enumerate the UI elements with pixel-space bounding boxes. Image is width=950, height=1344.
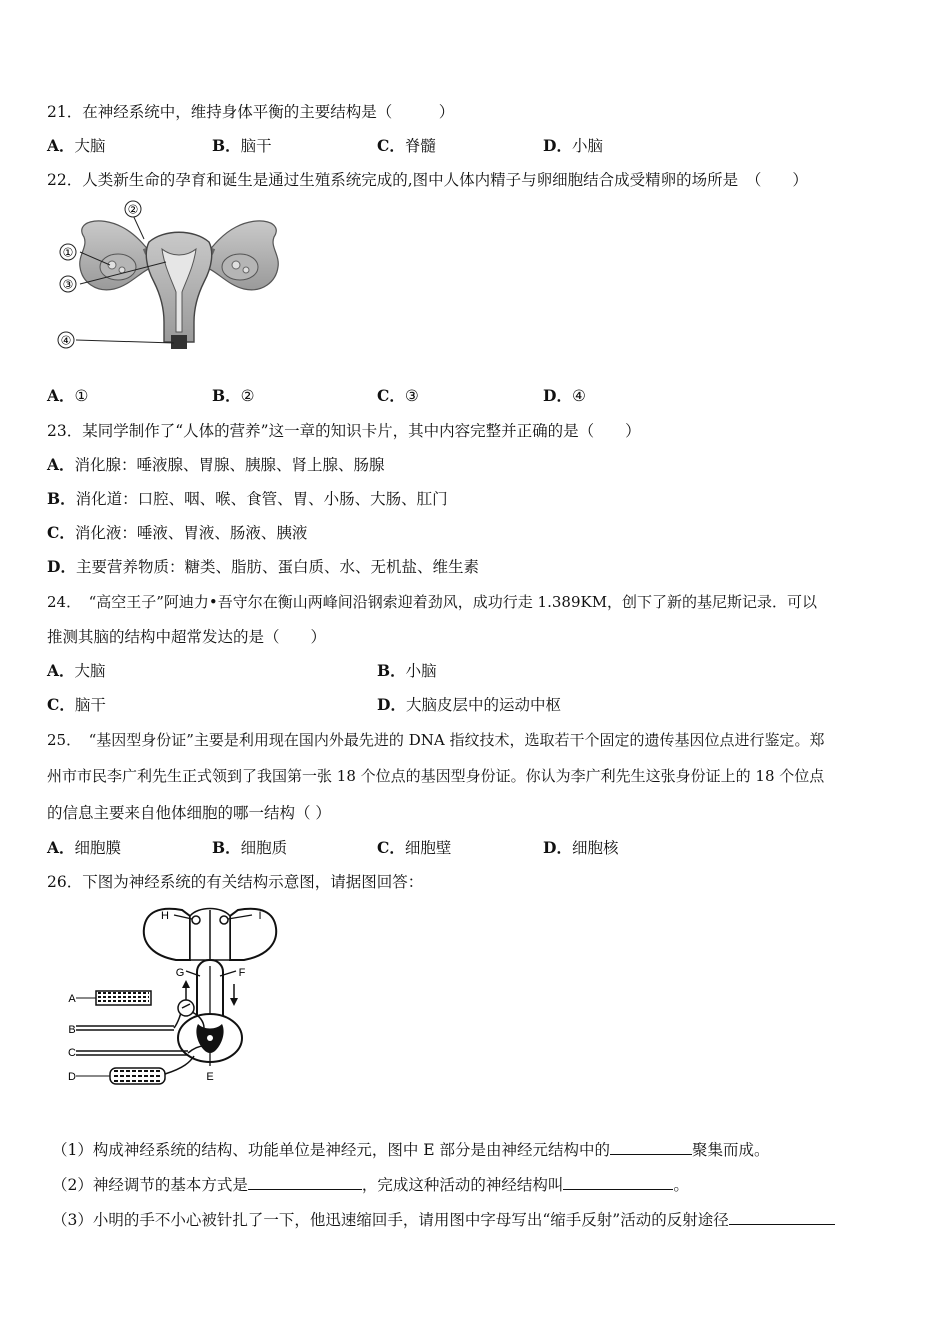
q24-option-a: A．大脑 bbox=[47, 661, 106, 680]
q25-option-b: B．细胞质 bbox=[212, 838, 288, 857]
q26-sub3-blank[interactable] bbox=[729, 1208, 835, 1225]
label-i: I bbox=[258, 910, 262, 922]
label-b: B bbox=[68, 1024, 76, 1036]
label-f: F bbox=[238, 967, 246, 979]
label-a: A bbox=[68, 993, 76, 1005]
q23-option-b: B．消化道：口腔、咽、喉、食管、胃、小肠、大肠、肛门 bbox=[47, 489, 448, 508]
label-c: C bbox=[68, 1047, 76, 1059]
q26-sub3: （3）小明的手不小心被针扎了一下，他迅速缩回手，请用图中字母写出“缩手反射”活动的反射途径 bbox=[52, 1208, 835, 1230]
uterus-label-3: ③ bbox=[62, 277, 74, 292]
q22-option-b: B．② bbox=[212, 386, 255, 405]
q22-option-a: A．① bbox=[47, 386, 89, 405]
label-g: G bbox=[175, 967, 185, 979]
q25-stem-line1: 25． “基因型身份证”主要是利用现在国内外最先进的 DNA 指纹技术，选取若干个固定的遗传基因位点进行鉴定。郑 bbox=[47, 731, 825, 749]
label-d: D bbox=[68, 1071, 76, 1083]
q22-option-c: C．③ bbox=[377, 386, 419, 405]
label-h: H bbox=[161, 910, 169, 922]
q25-stem-line2: 州市市民李广利先生正式领到了我国第一张 18 个位点的基因型身份证。你认为李广利先生这张身份证上的 18 个位点 bbox=[47, 767, 825, 785]
q21-option-a: A．大脑 bbox=[47, 136, 106, 155]
q25-option-d: D．细胞核 bbox=[543, 838, 619, 857]
q26-stem: 26．下图为神经系统的有关结构示意图，请据图回答： bbox=[47, 873, 424, 891]
uterus-diagram bbox=[44, 197, 314, 369]
q26-sub2: （2）神经调节的基本方式是 ，完成这种活动的神经结构叫 。 bbox=[52, 1173, 689, 1195]
q23-option-a: A．消化腺：唾液腺、胃腺、胰腺、肾上腺、肠腺 bbox=[47, 455, 385, 474]
q26-sub2-blank-1[interactable] bbox=[248, 1173, 362, 1190]
uterus-label-2: ② bbox=[127, 202, 139, 217]
q22-stem: 22．人类新生命的孕育和诞生是通过生殖系统完成的,图中人体内精子与卵细胞结合成受精卵的场所是 （ ） bbox=[47, 171, 808, 189]
q24-option-b: B．小脑 bbox=[377, 661, 437, 680]
nervous-system-diagram bbox=[64, 898, 324, 1103]
q23-stem: 23．某同学制作了“人体的营养”这一章的知识卡片，其中内容完整并正确的是（ ） bbox=[47, 422, 641, 440]
q25-option-c: C．细胞壁 bbox=[377, 838, 452, 857]
q23-option-c: C．消化液：唾液、胃液、肠液、胰液 bbox=[47, 523, 308, 542]
q24-stem-line1: 24． “高空王子”阿迪力•吾守尔在衡山两峰间沿钢索迎着劲风，成功行走 1.389KM，创下了新的基尼斯记录．可以 bbox=[47, 593, 818, 611]
label-e: E bbox=[206, 1071, 214, 1083]
uterus-label-4: ④ bbox=[60, 333, 72, 348]
q21-option-c: C．脊髓 bbox=[377, 136, 436, 155]
q24-option-c: C．脑干 bbox=[47, 695, 106, 714]
q21-option-b: B．脑干 bbox=[212, 136, 272, 155]
q24-option-d: D．大脑皮层中的运动中枢 bbox=[377, 695, 561, 714]
uterus-label-1: ① bbox=[62, 245, 74, 260]
q26-sub1: （1）构成神经系统的结构、功能单位是神经元，图中 E 部分是由神经元结构中的 聚集而成。 bbox=[52, 1138, 770, 1160]
q21-option-d: D．小脑 bbox=[543, 136, 603, 155]
q25-option-a: A．细胞膜 bbox=[47, 838, 122, 857]
q23-option-d: D．主要营养物质：糖类、脂肪、蛋白质、水、无机盐、维生素 bbox=[47, 557, 479, 576]
q25-stem-line3: 的信息主要来自他体细胞的哪一结构（ ） bbox=[47, 804, 331, 822]
q24-stem-line2: 推测其脑的结构中超常发达的是（ ） bbox=[47, 628, 327, 646]
q21-stem: 21．在神经系统中，维持身体平衡的主要结构是（ ） bbox=[47, 103, 455, 121]
q26-sub2-blank-2[interactable] bbox=[563, 1173, 673, 1190]
q22-option-d: D．④ bbox=[543, 386, 586, 405]
q26-sub1-blank[interactable] bbox=[610, 1138, 692, 1155]
